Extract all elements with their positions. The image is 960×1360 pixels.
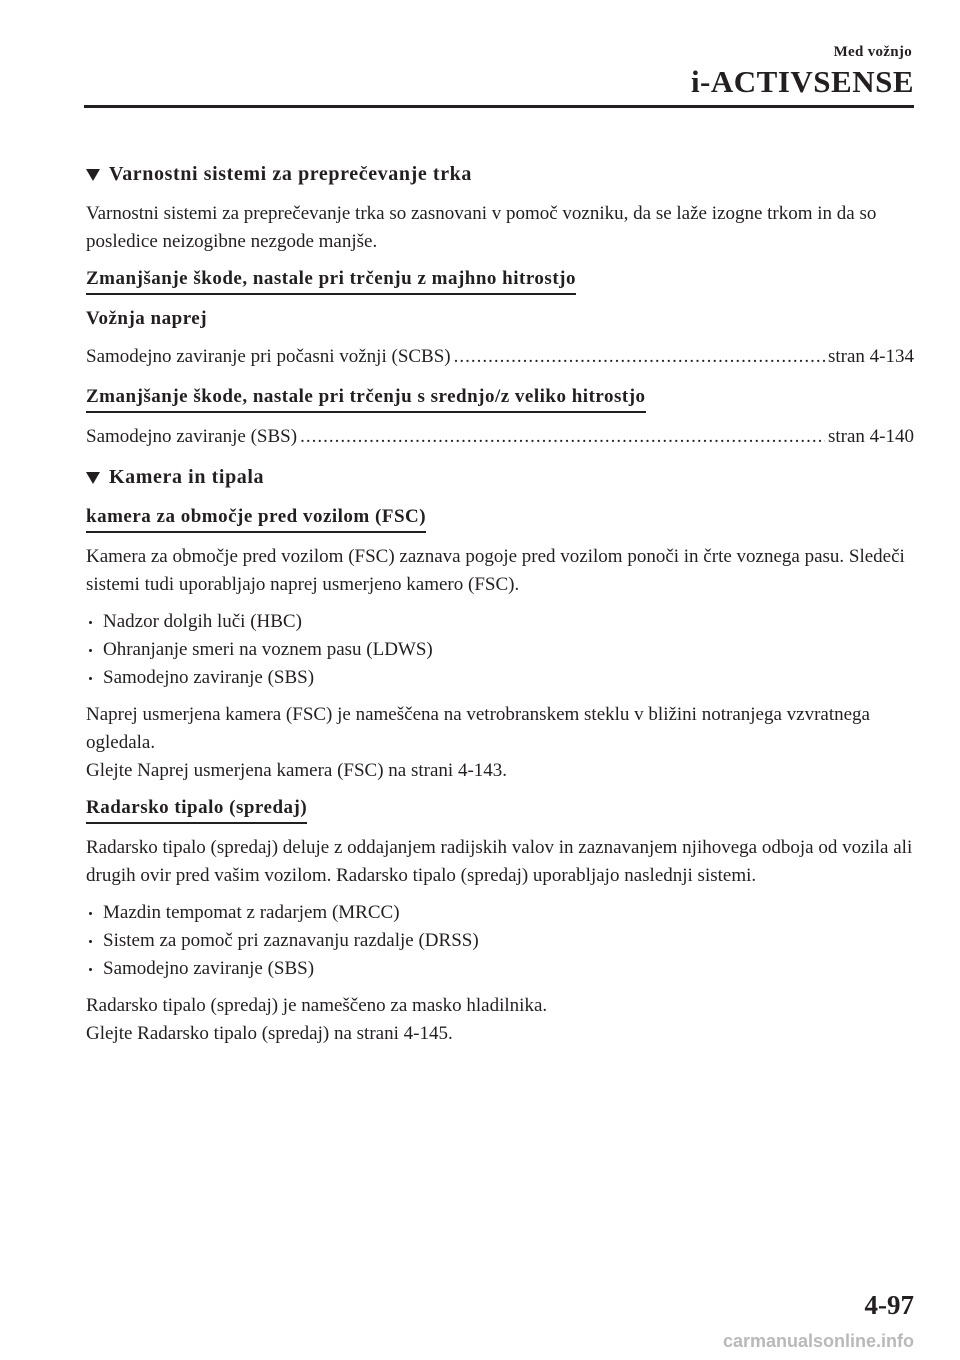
bullet-dot-icon <box>89 940 92 943</box>
triangle-bullet-icon <box>86 169 100 181</box>
bullet-dot-icon <box>89 912 92 915</box>
fsc-location-paragraph: Naprej usmerjena kamera (FSC) je nameščena na vetrobranskem steklu v bližini notranjega vzvratnega ogledala. <box>86 704 870 753</box>
sbs-reference-label: Samodejno zaviranje (SBS) <box>86 426 298 447</box>
sbs-page-link[interactable]: stran 4-140 <box>827 426 914 447</box>
radar-reference[interactable]: Glejte Radarsko tipalo (spredaj) na strani 4-145. <box>86 1023 453 1044</box>
scbs-reference-row[interactable] <box>86 343 914 371</box>
list-item-text: Sistem za pomoč pri zaznavanju razdalje (DRSS) <box>103 930 479 951</box>
list-item-text: Ohranjanje smeri na voznem pasu (LDWS) <box>103 639 433 660</box>
forward-driving-label: Vožnja naprej <box>86 308 208 329</box>
watermark: carmanualsonline.info <box>722 1331 914 1351</box>
page-content <box>86 160 914 1057</box>
fsc-heading: kamera za območje pred vozilom (FSC) <box>86 504 426 533</box>
leader-dots <box>300 423 825 451</box>
scbs-reference-label: Samodejno zaviranje pri počasni vožnji (SCBS) <box>86 346 451 367</box>
high-speed-heading: Zmanjšanje škode, nastale pri trčenju s srednjo/z veliko hitrostjo <box>86 384 646 413</box>
list-item-text: Mazdin tempomat z radarjem (MRCC) <box>103 902 400 923</box>
list-item <box>86 927 914 955</box>
fsc-systems-list <box>86 608 914 692</box>
safety-intro-paragraph: Varnostni sistemi za preprečevanje trka so zasnovani v pomoč vozniku, da se laže izogne trkom in da so posledice neizogibne nezgode manjše. <box>86 203 877 252</box>
radar-location-paragraph: Radarsko tipalo (spredaj) je nameščeno za masko hladilnika. <box>86 995 548 1016</box>
list-item <box>86 955 914 983</box>
fsc-paragraph: Kamera za območje pred vozilom (FSC) zaznava pogoje pred vozilom ponoči in črte voznega pasu. Sledeči sistemi tudi uporabljajo naprej usmerjeno kamero (FSC). <box>86 546 905 595</box>
radar-heading-wrap <box>86 794 914 824</box>
radar-paragraph: Radarsko tipalo (spredaj) deluje z oddajanjem radijskih valov in zaznavanjem njihovega odboja od vozila ali drugih ovir pred vašim vozilom. Radarsko tipalo (spredaj) uporabljajo naslednji sistemi. <box>86 837 913 886</box>
fsc-heading-wrap <box>86 503 914 533</box>
high-speed-heading-wrap <box>86 383 914 413</box>
list-item <box>86 608 914 636</box>
list-item-text: Nadzor dolgih luči (HBC) <box>103 611 302 632</box>
header-divider <box>84 105 914 108</box>
bullet-dot-icon <box>89 649 92 652</box>
section-heading-safety <box>86 160 914 188</box>
leader-dots <box>454 343 825 371</box>
radar-heading: Radarsko tipalo (spredaj) <box>86 795 307 824</box>
chapter-label: Med vožnjo <box>833 44 912 60</box>
page-title: i-ACTIVSENSE <box>690 64 914 99</box>
list-item <box>86 664 914 692</box>
bullet-dot-icon <box>89 968 92 971</box>
bullet-dot-icon <box>89 677 92 680</box>
list-item <box>86 899 914 927</box>
triangle-bullet-icon <box>86 472 100 484</box>
sbs-reference-row[interactable] <box>86 423 914 451</box>
radar-systems-list <box>86 899 914 983</box>
bullet-dot-icon <box>89 621 92 624</box>
list-item <box>86 636 914 664</box>
scbs-page-link[interactable]: stran 4-134 <box>827 346 914 367</box>
page-number: 4-97 <box>864 1290 914 1320</box>
section-heading-text: Kamera in tipala <box>109 466 265 488</box>
section-heading-sensors <box>86 463 914 491</box>
list-item-text: Samodejno zaviranje (SBS) <box>103 667 315 688</box>
low-speed-heading: Zmanjšanje škode, nastale pri trčenju z majhno hitrostjo <box>86 266 576 295</box>
section-heading-text: Varnostni sistemi za preprečevanje trka <box>109 163 472 185</box>
low-speed-heading-wrap <box>86 265 914 295</box>
fsc-reference[interactable]: Glejte Naprej usmerjena kamera (FSC) na strani 4-143. <box>86 760 508 781</box>
list-item-text: Samodejno zaviranje (SBS) <box>103 958 315 979</box>
